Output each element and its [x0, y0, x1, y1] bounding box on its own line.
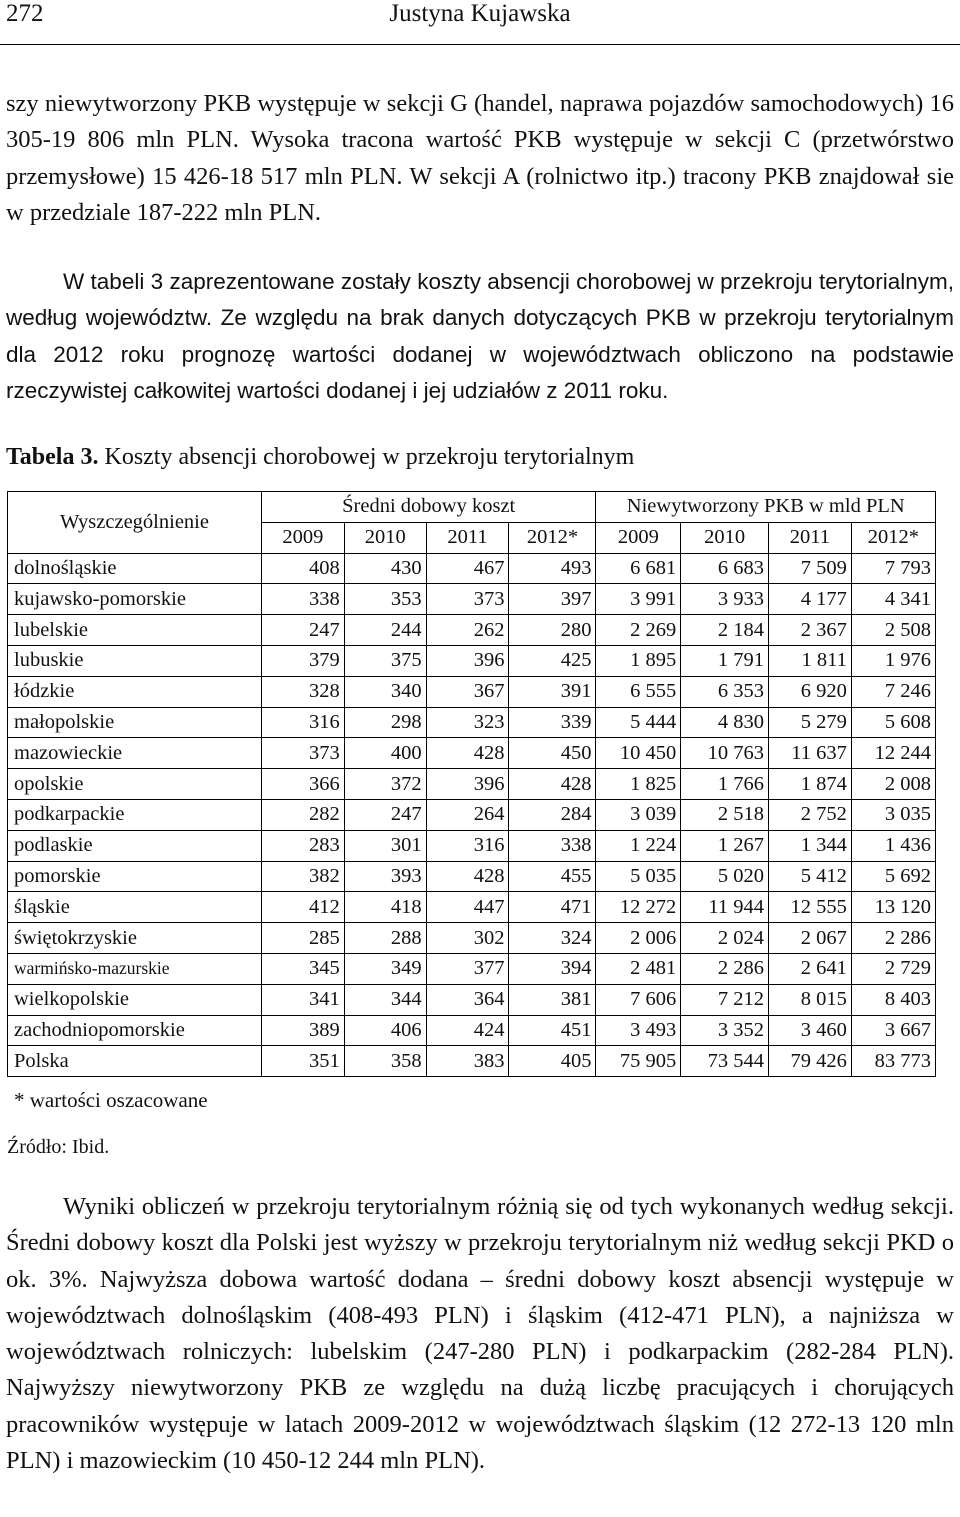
table-cell: 340	[344, 676, 426, 707]
table-cell: 3 352	[681, 1015, 769, 1046]
table-cell: 428	[426, 861, 509, 892]
header-cell-year: 2012*	[509, 522, 596, 553]
table-cell: 2 024	[681, 923, 769, 954]
table-source: Źródło: Ibid.	[7, 1136, 110, 1158]
table-cell: 467	[426, 553, 509, 584]
table-cell: 12 244	[851, 738, 935, 769]
table-cell: 381	[509, 984, 596, 1015]
table-cell: 284	[509, 799, 596, 830]
table-cell: 455	[509, 861, 596, 892]
table-row	[8, 769, 936, 800]
table-cell: 11 944	[681, 892, 769, 923]
table-cell: 12 272	[596, 892, 681, 923]
table-cell: 406	[344, 1015, 426, 1046]
table-cell: 8 015	[769, 984, 852, 1015]
table-cell: 341	[261, 984, 344, 1015]
paragraph-3: Wyniki obliczeń w przekroju terytorialnym różnią się od tych wykonanych według sekcji. Średni dobowy koszt dla Polski jest wyższy w przekroju terytorialnym niż według sekcji PKD o ok. 3%. Najwyższa dobowa wartość dodana – średni dobowy koszt absencji występuje w województwach dolnośląskim (408-493 PLN) i śląskim (412-471 PLN), a najniższa w województwach rolniczych: lubelskim (247-280 PLN) i podkarpackim (282-284 PLN). Najwyższy niewytworzony PKB ze względu na dużą liczbę pracujących i chorujących pracowników występuje w latach 2009-2012 w województwach śląskim (12 272-13 120 mln PLN) i mazowieckim (10 450-12 244 mln PLN).	[6, 1193, 954, 1475]
row-label: Polska	[8, 1046, 262, 1077]
table-cell: 428	[426, 738, 509, 769]
table-cell: 12 555	[769, 892, 852, 923]
table-cell: 1 791	[681, 645, 769, 676]
table-cell: 412	[261, 892, 344, 923]
table-cell: 418	[344, 892, 426, 923]
table-cell: 451	[509, 1015, 596, 1046]
table-cell: 1 267	[681, 830, 769, 861]
table-cell: 396	[426, 645, 509, 676]
table-cell: 349	[344, 953, 426, 984]
row-label: wielkopolskie	[8, 984, 262, 1015]
row-label: małopolskie	[8, 707, 262, 738]
table-cell: 382	[261, 861, 344, 892]
table-cell: 375	[344, 645, 426, 676]
row-label: lubuskie	[8, 645, 262, 676]
table-row	[8, 830, 936, 861]
table-cell: 247	[261, 615, 344, 646]
table-cell: 247	[344, 799, 426, 830]
table-cell: 7 246	[851, 676, 935, 707]
table-cell: 5 608	[851, 707, 935, 738]
table-cell: 2 729	[851, 953, 935, 984]
table-cell: 13 120	[851, 892, 935, 923]
table-cell: 405	[509, 1046, 596, 1077]
table-row	[8, 799, 936, 830]
table-cell: 1 895	[596, 645, 681, 676]
header-cell-year: 2011	[769, 522, 852, 553]
table-cell: 316	[426, 830, 509, 861]
table-cell: 2 641	[769, 953, 852, 984]
table-row-total	[8, 1046, 936, 1077]
table-cell: 430	[344, 553, 426, 584]
table-cell: 7 606	[596, 984, 681, 1015]
table-cell: 2 067	[769, 923, 852, 954]
table-cell: 345	[261, 953, 344, 984]
table-cell: 75 905	[596, 1046, 681, 1077]
table-cell: 1 811	[769, 645, 852, 676]
row-label: świętokrzyskie	[8, 923, 262, 954]
table-cell: 5 412	[769, 861, 852, 892]
table-cell: 338	[261, 584, 344, 615]
table-cell: 323	[426, 707, 509, 738]
table-row	[8, 923, 936, 954]
header-cell-wyszczegolnienie: Wyszczególnienie	[8, 492, 262, 554]
table-cell: 394	[509, 953, 596, 984]
table-cell: 83 773	[851, 1046, 935, 1077]
table-cell: 389	[261, 1015, 344, 1046]
row-label: dolnośląskie	[8, 553, 262, 584]
table-cell: 372	[344, 769, 426, 800]
table-cell: 6 683	[681, 553, 769, 584]
table-cell: 1 344	[769, 830, 852, 861]
table-cell: 2 481	[596, 953, 681, 984]
table-cell: 1 766	[681, 769, 769, 800]
table-cell: 400	[344, 738, 426, 769]
table-cell: 364	[426, 984, 509, 1015]
table-cell: 2 008	[851, 769, 935, 800]
row-label: warmińsko-mazurskie	[8, 953, 262, 984]
table-cell: 3 035	[851, 799, 935, 830]
table-cell: 2 508	[851, 615, 935, 646]
table-cell: 4 830	[681, 707, 769, 738]
table-cell: 4 177	[769, 584, 852, 615]
table-cell: 5 692	[851, 861, 935, 892]
table-caption	[6, 444, 634, 471]
table-header-row-groups	[8, 492, 936, 523]
row-label: zachodniopomorskie	[8, 1015, 262, 1046]
row-label: opolskie	[8, 769, 262, 800]
table-caption-label: Tabela 3.	[6, 444, 99, 470]
table-cell: 3 667	[851, 1015, 935, 1046]
table-row	[8, 707, 936, 738]
table-cell: 2 269	[596, 615, 681, 646]
table-cell: 6 681	[596, 553, 681, 584]
absence-cost-table	[7, 491, 936, 1077]
table-cell: 282	[261, 799, 344, 830]
header-cell-year: 2012*	[851, 522, 935, 553]
paragraph-1: szy niewytworzony PKB występuje w sekcji G (handel, naprawa pojazdów samochodowych) 16 305-19 806 mln PLN. Wysoka tracona wartość PKB występuje w sekcji C (przetwórstwo przemysłowe) 15 426-18 517 mln PLN. W sekcji A (rolnictwo itp.) tracony PKB znajdował sie w przedziale 187-222 mln PLN.	[6, 90, 954, 226]
table-cell: 366	[261, 769, 344, 800]
row-label: mazowieckie	[8, 738, 262, 769]
table-cell: 4 341	[851, 584, 935, 615]
table-cell: 262	[426, 615, 509, 646]
table-cell: 5 035	[596, 861, 681, 892]
row-label: lubelskie	[8, 615, 262, 646]
row-label: kujawsko-pomorskie	[8, 584, 262, 615]
table-cell: 471	[509, 892, 596, 923]
header-cell-year: 2009	[596, 522, 681, 553]
row-label: podlaskie	[8, 830, 262, 861]
table-cell: 285	[261, 923, 344, 954]
table-cell: 280	[509, 615, 596, 646]
table-row	[8, 615, 936, 646]
table-cell: 324	[509, 923, 596, 954]
running-head: Justyna Kujawska	[389, 0, 571, 27]
table-cell: 328	[261, 676, 344, 707]
table-cell: 425	[509, 645, 596, 676]
table-cell: 393	[344, 861, 426, 892]
table-cell: 493	[509, 553, 596, 584]
table-cell: 344	[344, 984, 426, 1015]
table-cell: 3 039	[596, 799, 681, 830]
table-row	[8, 861, 936, 892]
table-cell: 408	[261, 553, 344, 584]
table-cell: 2 184	[681, 615, 769, 646]
table-cell: 244	[344, 615, 426, 646]
table-cell: 73 544	[681, 1046, 769, 1077]
table-cell: 428	[509, 769, 596, 800]
table-cell: 2 286	[851, 923, 935, 954]
table-cell: 1 224	[596, 830, 681, 861]
table-cell: 391	[509, 676, 596, 707]
table-cell: 10 450	[596, 738, 681, 769]
table-cell: 379	[261, 645, 344, 676]
table-cell: 373	[426, 584, 509, 615]
table-cell: 424	[426, 1015, 509, 1046]
table-cell: 397	[509, 584, 596, 615]
table-cell: 2 752	[769, 799, 852, 830]
table-cell: 7 509	[769, 553, 852, 584]
page-number: 272	[6, 0, 44, 27]
header-cell-year: 2010	[344, 522, 426, 553]
table-cell: 8 403	[851, 984, 935, 1015]
table-cell: 10 763	[681, 738, 769, 769]
table-cell: 5 020	[681, 861, 769, 892]
paragraph-2: W tabeli 3 zaprezentowane zostały koszty absencji chorobowej w przekroju terytorialnym, według województw. Ze względu na brak danych dotyczących PKB w przekroju terytorialnym dla 2012 roku prognozę wartości dodanej w województwach obliczono na podstawie rzeczywistej całkowitej wartości dodanej i jej udziałów z 2011 roku.	[6, 269, 954, 403]
table-cell: 283	[261, 830, 344, 861]
table-cell: 373	[261, 738, 344, 769]
table-cell: 447	[426, 892, 509, 923]
table-cell: 288	[344, 923, 426, 954]
table-cell: 383	[426, 1046, 509, 1077]
table-cell: 3 493	[596, 1015, 681, 1046]
table-row	[8, 645, 936, 676]
table-cell: 316	[261, 707, 344, 738]
table-cell: 2 518	[681, 799, 769, 830]
table-cell: 5 279	[769, 707, 852, 738]
header-cell-group-cost: Średni dobowy koszt	[261, 492, 596, 523]
table-row	[8, 984, 936, 1015]
page-header	[0, 0, 960, 45]
table-cell: 1 825	[596, 769, 681, 800]
table-cell: 6 555	[596, 676, 681, 707]
table-cell: 302	[426, 923, 509, 954]
table-cell: 5 444	[596, 707, 681, 738]
table-cell: 6 920	[769, 676, 852, 707]
table-cell: 396	[426, 769, 509, 800]
table-cell: 353	[344, 584, 426, 615]
table-row	[8, 738, 936, 769]
table-cell: 338	[509, 830, 596, 861]
table-cell: 298	[344, 707, 426, 738]
row-label: podkarpackie	[8, 799, 262, 830]
table-cell: 11 637	[769, 738, 852, 769]
row-label: śląskie	[8, 892, 262, 923]
table-cell: 7 212	[681, 984, 769, 1015]
table-row	[8, 553, 936, 584]
table-cell: 2 286	[681, 953, 769, 984]
table-cell: 7 793	[851, 553, 935, 584]
table-cell: 2 006	[596, 923, 681, 954]
table-row	[8, 892, 936, 923]
table-row	[8, 584, 936, 615]
table-row	[8, 1015, 936, 1046]
table-row	[8, 953, 936, 984]
table-cell: 6 353	[681, 676, 769, 707]
header-cell-year: 2009	[261, 522, 344, 553]
table-cell: 358	[344, 1046, 426, 1077]
table-cell: 3 460	[769, 1015, 852, 1046]
table-cell: 1 874	[769, 769, 852, 800]
table-caption-text: Koszty absencji chorobowej w przekroju terytorialnym	[98, 444, 635, 470]
table-cell: 450	[509, 738, 596, 769]
header-cell-year: 2010	[681, 522, 769, 553]
table-cell: 79 426	[769, 1046, 852, 1077]
header-cell-year: 2011	[426, 522, 509, 553]
table-footnote: * wartości oszacowane	[14, 1088, 208, 1112]
table-cell: 1 436	[851, 830, 935, 861]
row-label: pomorskie	[8, 861, 262, 892]
table-row	[8, 676, 936, 707]
table-cell: 2 367	[769, 615, 852, 646]
table-cell: 301	[344, 830, 426, 861]
table-cell: 3 991	[596, 584, 681, 615]
table-cell: 3 933	[681, 584, 769, 615]
table-cell: 377	[426, 953, 509, 984]
table-cell: 1 976	[851, 645, 935, 676]
table-cell: 351	[261, 1046, 344, 1077]
row-label: łódzkie	[8, 676, 262, 707]
header-cell-group-pkb: Niewytworzony PKB w mld PLN	[596, 492, 936, 523]
table-cell: 339	[509, 707, 596, 738]
table-cell: 367	[426, 676, 509, 707]
table-cell: 264	[426, 799, 509, 830]
